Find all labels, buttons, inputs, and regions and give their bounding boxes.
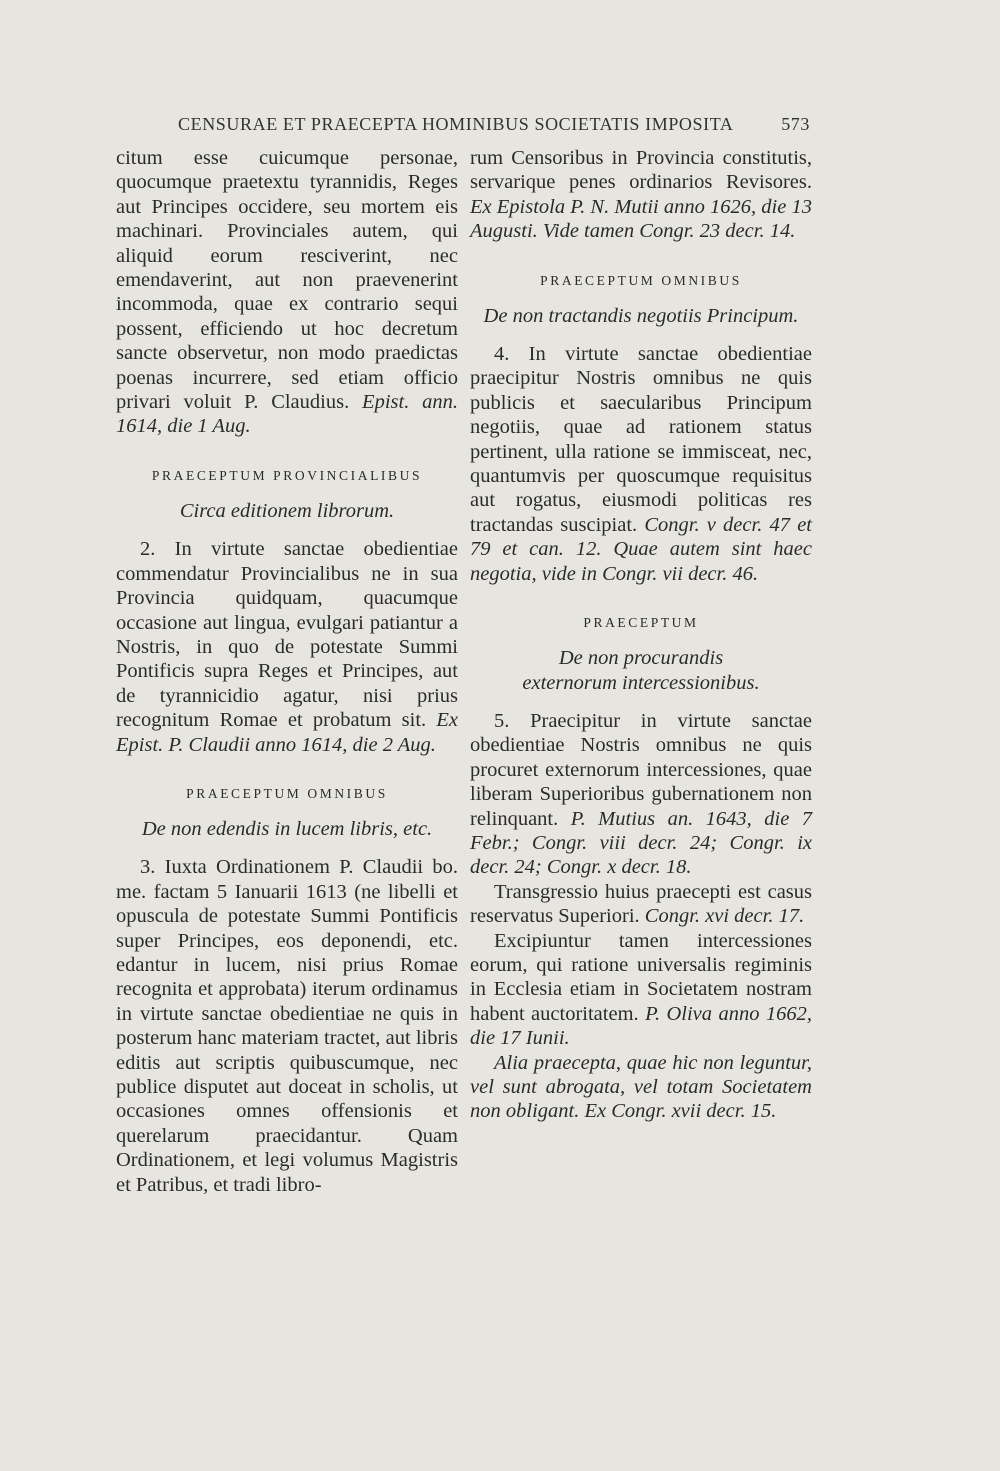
paragraph-text: citum esse cuicumque personae, quocumque praetextu tyrannidis, Reges aut Principes occidere, seu mortem eis machinari. Provinciales autem, qui aliquid eorum resciverint, nec emendaverint, aut non praevenerint incommoda, quae ex contrario sequi possent, efficiendo ut hoc decretum sancte observetur, non modo praedictas poenas incurrere, sed etiam officio privari voluit P. Claudius.: [116, 147, 458, 414]
left-column: [116, 146, 458, 1197]
citation: P. Mutius an. 1643, die 7 Febr.; Congr. viii decr. 24; Congr. ix decr. 24; Congr. x decr. 18.: [470, 807, 813, 879]
citation: Ex Epistola P. N. Mutii anno 1626, die 13 Augusti. Vide tamen Congr. 23 decr. 14.: [470, 195, 812, 243]
section-heading: PRAECEPTUM OMNIBUS: [540, 272, 742, 288]
citation: P. Oliva anno 1662, die 17 Iunii.: [470, 1002, 812, 1050]
citation: Congr. v decr. 47 et 79 et can. 12. Quae autem sint haec negotia, vide in Congr. vii decr. 46.: [470, 513, 812, 585]
citation: Congr. xvi decr. 17.: [644, 905, 805, 928]
paragraph: [470, 929, 812, 1051]
paragraph-text: 2. In virtute sanctae obedientiae commendatur Provincialibus ne in sua Provincia quidquam, quacumque occasione aut lingua, evulgari patiantur a Nostris, in quo de potestate Summi Pontificis supra Reges et Principes, aut de tyrannicidio agatur, nisi prius recognitum Romae et probatum sit.: [116, 538, 458, 732]
paragraph-text: Excipiuntur tamen intercessiones eorum, qui ratione universalis regiminis in Ecclesia etiam in Societatem nostram habent auctoritatem.: [470, 929, 812, 1025]
paragraph: 3. Iuxta Ordinationem P. Claudii bo. me. factam 5 Ianuarii 1613 (ne libelli et opuscula de potestate Summi Pontificis super Principes, eos deponendi, etc. edantur in lucem, nisi prius Romae recognita et approbata) iterum ordinamus in virtute sanctae obedientiae ne quis in posterum hanc materiam tractet, aut libris editis aut scriptis quibuscumque, nec publice disputet aut doceat in scholis, ut occasiones omnes offensionis et querelarum praecidantur. Quam Ordinationem, et legi volumus Magistris et Patribus, et tradi libro-: [116, 856, 458, 1196]
paragraph: [116, 537, 458, 757]
closing-note-text: Alia praecepta, quae hic non leguntur, vel sunt abrogata, vel totam Societatem non obligant. Ex Congr. xvii decr. 15.: [470, 1051, 812, 1123]
section-heading: PRAECEPTUM OMNIBUS: [186, 785, 388, 801]
closing-note: [470, 1051, 812, 1124]
paragraph-text: 5. Praecipitur in virtute sanctae obedientiae Nostris omnibus ne quis procuret externorum intercessiones, quae liberam Superioribus gubernationem non relinquant.: [470, 709, 812, 830]
section-subtitle: De non edendis in lucem libris, etc.: [141, 817, 433, 840]
right-column: [470, 146, 812, 1124]
section-subtitle: De non procurandis: [558, 647, 724, 670]
section-heading: PRAECEPTUM PROVINCIALIBUS: [151, 467, 423, 483]
section-heading: PRAECEPTUM: [583, 615, 699, 631]
paragraph-text: 4. In virtute sanctae obedientiae praecipitur Nostris omnibus ne quis publicis et saecularibus Principum negotiis, quae ad rationem status pertinent, ulla ratione se immisceat, nec, quantumvis per quoscumque requisitus aut rogatus, eiusmodi politicas res tractandas suscipiat.: [470, 343, 812, 536]
paragraph: [470, 709, 812, 880]
paragraph: [470, 342, 812, 586]
paragraph: [116, 146, 458, 439]
citation: Ex Epist. P. Claudii anno 1614, die 2 Aug.: [116, 709, 458, 756]
section-subtitle: externorum intercessionibus.: [522, 671, 760, 694]
section-subtitle: De non tractandis negotiis Principum.: [483, 304, 799, 327]
paragraph: [470, 880, 812, 929]
paragraph-text: rum Censoribus in Provincia constitutis, servarique penes ordinarios Revisores.: [470, 147, 812, 194]
paragraph-text: Transgressio huius praecepti est casus reservatus Superiori.: [470, 880, 812, 928]
page-number: 573: [781, 114, 810, 134]
section-subtitle: Circa editionem librorum.: [179, 499, 395, 522]
running-title: CENSURAE ET PRAECEPTA HOMINIBUS SOCIETATIS IMPOSITA: [178, 114, 734, 134]
paragraph: [470, 146, 812, 244]
citation: Epist. ann. 1614, die 1 Aug.: [116, 391, 459, 438]
